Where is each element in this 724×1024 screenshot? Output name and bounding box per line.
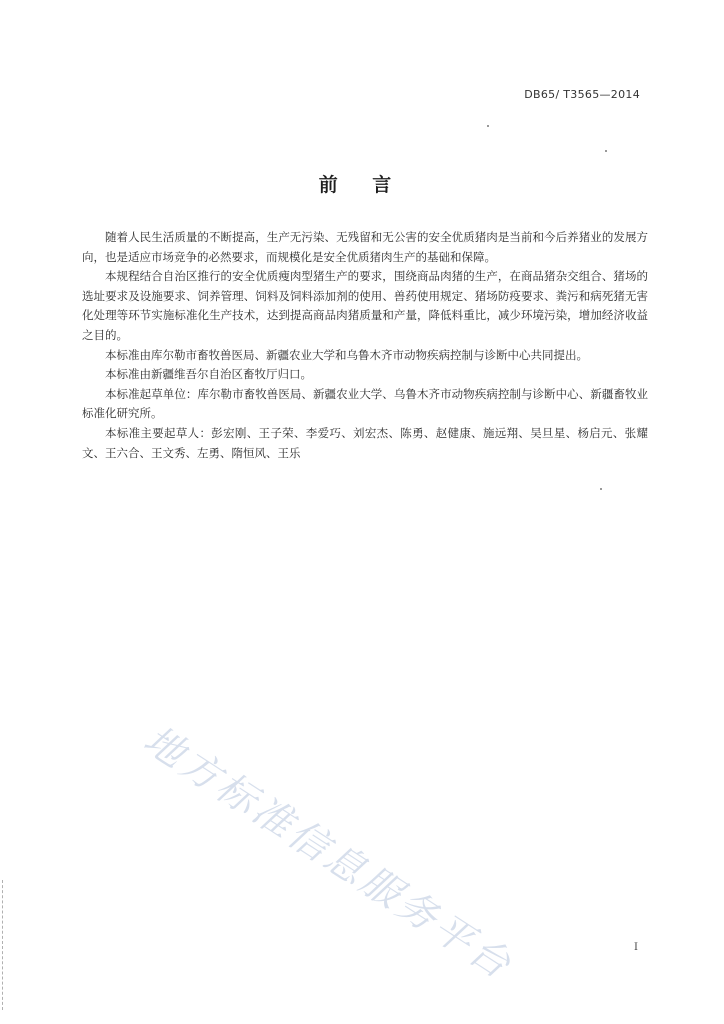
paragraph-administrator: 本标准由新疆维吾尔自治区畜牧厅归口。 (105, 367, 312, 382)
paragraph-proposer: 本标准由库尔勒市畜牧兽医局、新疆农业大学和乌鲁木齐市动物疾病控制与诊断中心共同提出。 (105, 347, 588, 362)
scan-speck (600, 488, 602, 490)
paragraph-drafters: 本标准主要起草人：彭宏刚、王子荣、李爱巧、刘宏杰、陈勇、赵健康、施远翔、吴旦星、杨启元、张耀文、王六合、王文秀、左勇、隋恒风、王乐 (82, 425, 648, 460)
scan-speck (487, 125, 489, 127)
page-title: 前 言 (318, 174, 406, 196)
paragraph-scope: 本规程结合自治区推行的安全优质瘦肉型猪生产的要求，围绕商品肉猪的生产，在商品猪杂交组合、猪场的选址要求及设施要求、饲养管理、饲料及饲料添加剂的使用、兽药使用规定、猪场防疫要求、粪污和病死猪无害化处理等环节实施标准化生产技术，达到提高商品肉猪质量和产量，降低料重比，减少环境污染，增加经济收益之目的。 (82, 269, 648, 342)
paragraph-background: 随着人民生活质量的不断提高，生产无污染、无残留和无公害的安全优质猪肉是当前和今后养猪业的发展方向，也是适应市场竞争的必然要求，而规模化是安全优质猪肉生产的基础和保障。 (82, 230, 648, 264)
page-number: I (634, 942, 638, 953)
paragraph-drafting-units: 本标准起草单位：库尔勒市畜牧兽医局、新疆农业大学、乌鲁木齐市动物疾病控制与诊断中心、新疆畜牧业标准化研究所。 (82, 386, 648, 421)
watermark: 地方标准信息服务平台 (135, 717, 521, 990)
scan-speck (605, 150, 607, 152)
foreword-body (82, 228, 648, 463)
binding-margin-marks (2, 880, 5, 1010)
standard-code: DB65/ T3565—2014 (524, 88, 640, 101)
